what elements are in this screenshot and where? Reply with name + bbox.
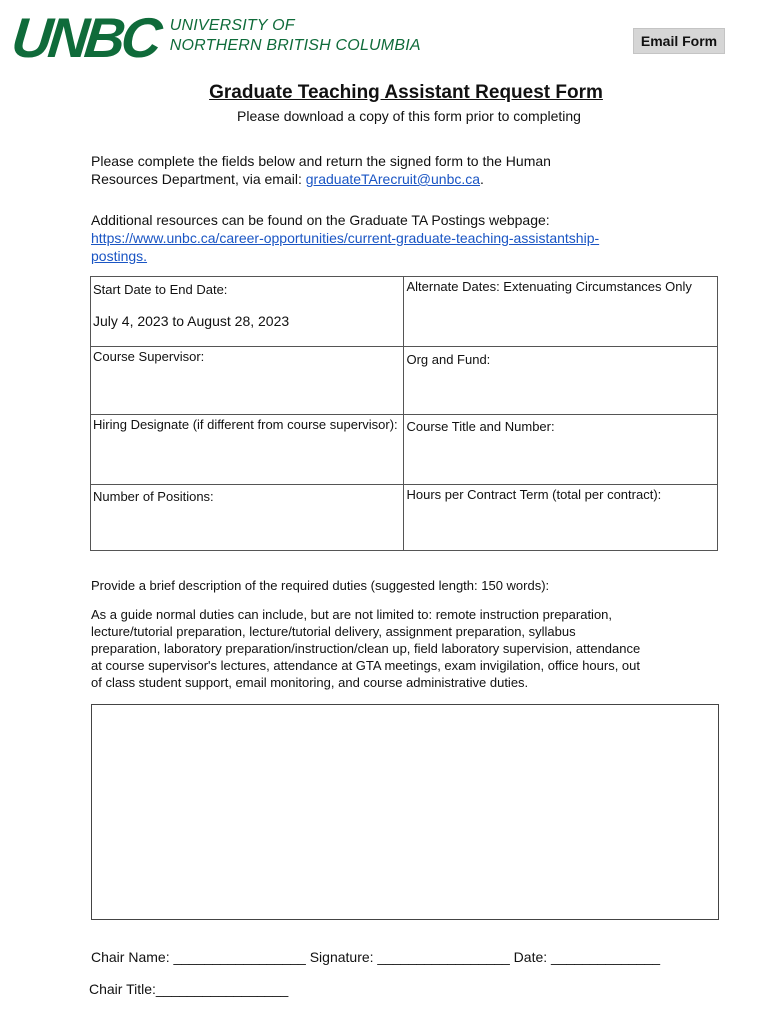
form-subtitle: Please download a copy of this form prior to completing <box>237 108 581 124</box>
org-fund-cell[interactable] <box>404 347 718 415</box>
positions-label: Number of Positions: <box>93 489 214 504</box>
org-fund-label: Org and Fund: <box>406 352 491 367</box>
duties-guide-line: of class student support, email monitoring, and course administrative duties. <box>91 675 529 690</box>
logo-mark: UNBC <box>8 6 162 69</box>
start-end-date-label: Start Date to End Date: <box>93 282 228 297</box>
hours-label: Hours per Contract Term (total per contract): <box>406 487 662 502</box>
course-supervisor-cell[interactable] <box>91 347 404 415</box>
hr-email-link[interactable]: graduateTArecruit@unbc.ca <box>305 171 481 187</box>
hiring-designate-cell[interactable] <box>91 415 404 485</box>
intro-paragraph <box>91 152 711 188</box>
intro-line-2 <box>91 170 711 188</box>
duties-heading: Provide a brief description of the required duties (suggested length: 150 words): <box>91 578 550 593</box>
course-supervisor-label: Course Supervisor: <box>93 349 205 364</box>
course-title-label: Course Title and Number: <box>406 419 555 434</box>
postings-link-line-2: postings. <box>91 248 148 264</box>
start-end-date-cell[interactable] <box>91 277 404 347</box>
alternate-dates-label: Alternate Dates: Extenuating Circumstances Only <box>406 279 692 294</box>
intro-line-2-text: Resources Department, via email: <box>91 171 306 187</box>
form-title: Graduate Teaching Assistant Request Form <box>209 82 603 103</box>
intro-line-1: Please complete the fields below and return the signed form to the Human <box>91 153 551 169</box>
alternate-dates-cell[interactable] <box>404 277 718 347</box>
unbc-logo <box>8 6 421 69</box>
postings-link[interactable] <box>91 230 599 264</box>
duties-guide-line: As a guide normal duties can include, but are not limited to: remote instruction preparation, <box>91 607 613 622</box>
duties-description-field[interactable] <box>91 704 719 920</box>
hours-cell[interactable] <box>404 485 718 551</box>
signature-line[interactable]: Chair Name: _________________ Signature: _________________ Date: ______________ <box>91 949 661 965</box>
duties-guide-line: lecture/tutorial preparation, lecture/tutorial delivery, assignment preparation, syllabus <box>91 624 576 639</box>
resources-paragraph <box>91 211 711 265</box>
hiring-designate-label: Hiring Designate (if different from course supervisor): <box>93 417 398 432</box>
request-fields-table <box>90 276 718 551</box>
duties-guide-line: at course supervisor's lectures, attendance at GTA meetings, exam invigilation, office hours, out <box>91 658 641 673</box>
postings-link-line-1: https://www.unbc.ca/career-opportunities/current-graduate-teaching-assistantship- <box>91 230 600 246</box>
course-title-cell[interactable] <box>404 415 718 485</box>
intro-line-2-end: . <box>480 171 484 187</box>
logo-wordmark <box>170 16 421 56</box>
start-end-date-value[interactable]: July 4, 2023 to August 28, 2023 <box>93 313 290 329</box>
duties-guide <box>91 606 691 691</box>
duties-guide-line: preparation, laboratory preparation/instruction/clean up, field laboratory supervision, attendance <box>91 641 641 656</box>
chair-title-line[interactable]: Chair Title:_________________ <box>89 981 289 997</box>
positions-cell[interactable] <box>91 485 404 551</box>
logo-line-1: UNIVERSITY OF <box>169 17 295 34</box>
email-form-button[interactable]: Email Form <box>633 28 725 54</box>
resources-text: Additional resources can be found on the Graduate TA Postings webpage: <box>91 212 550 228</box>
logo-line-2: NORTHERN BRITISH COLUMBIA <box>169 37 421 54</box>
